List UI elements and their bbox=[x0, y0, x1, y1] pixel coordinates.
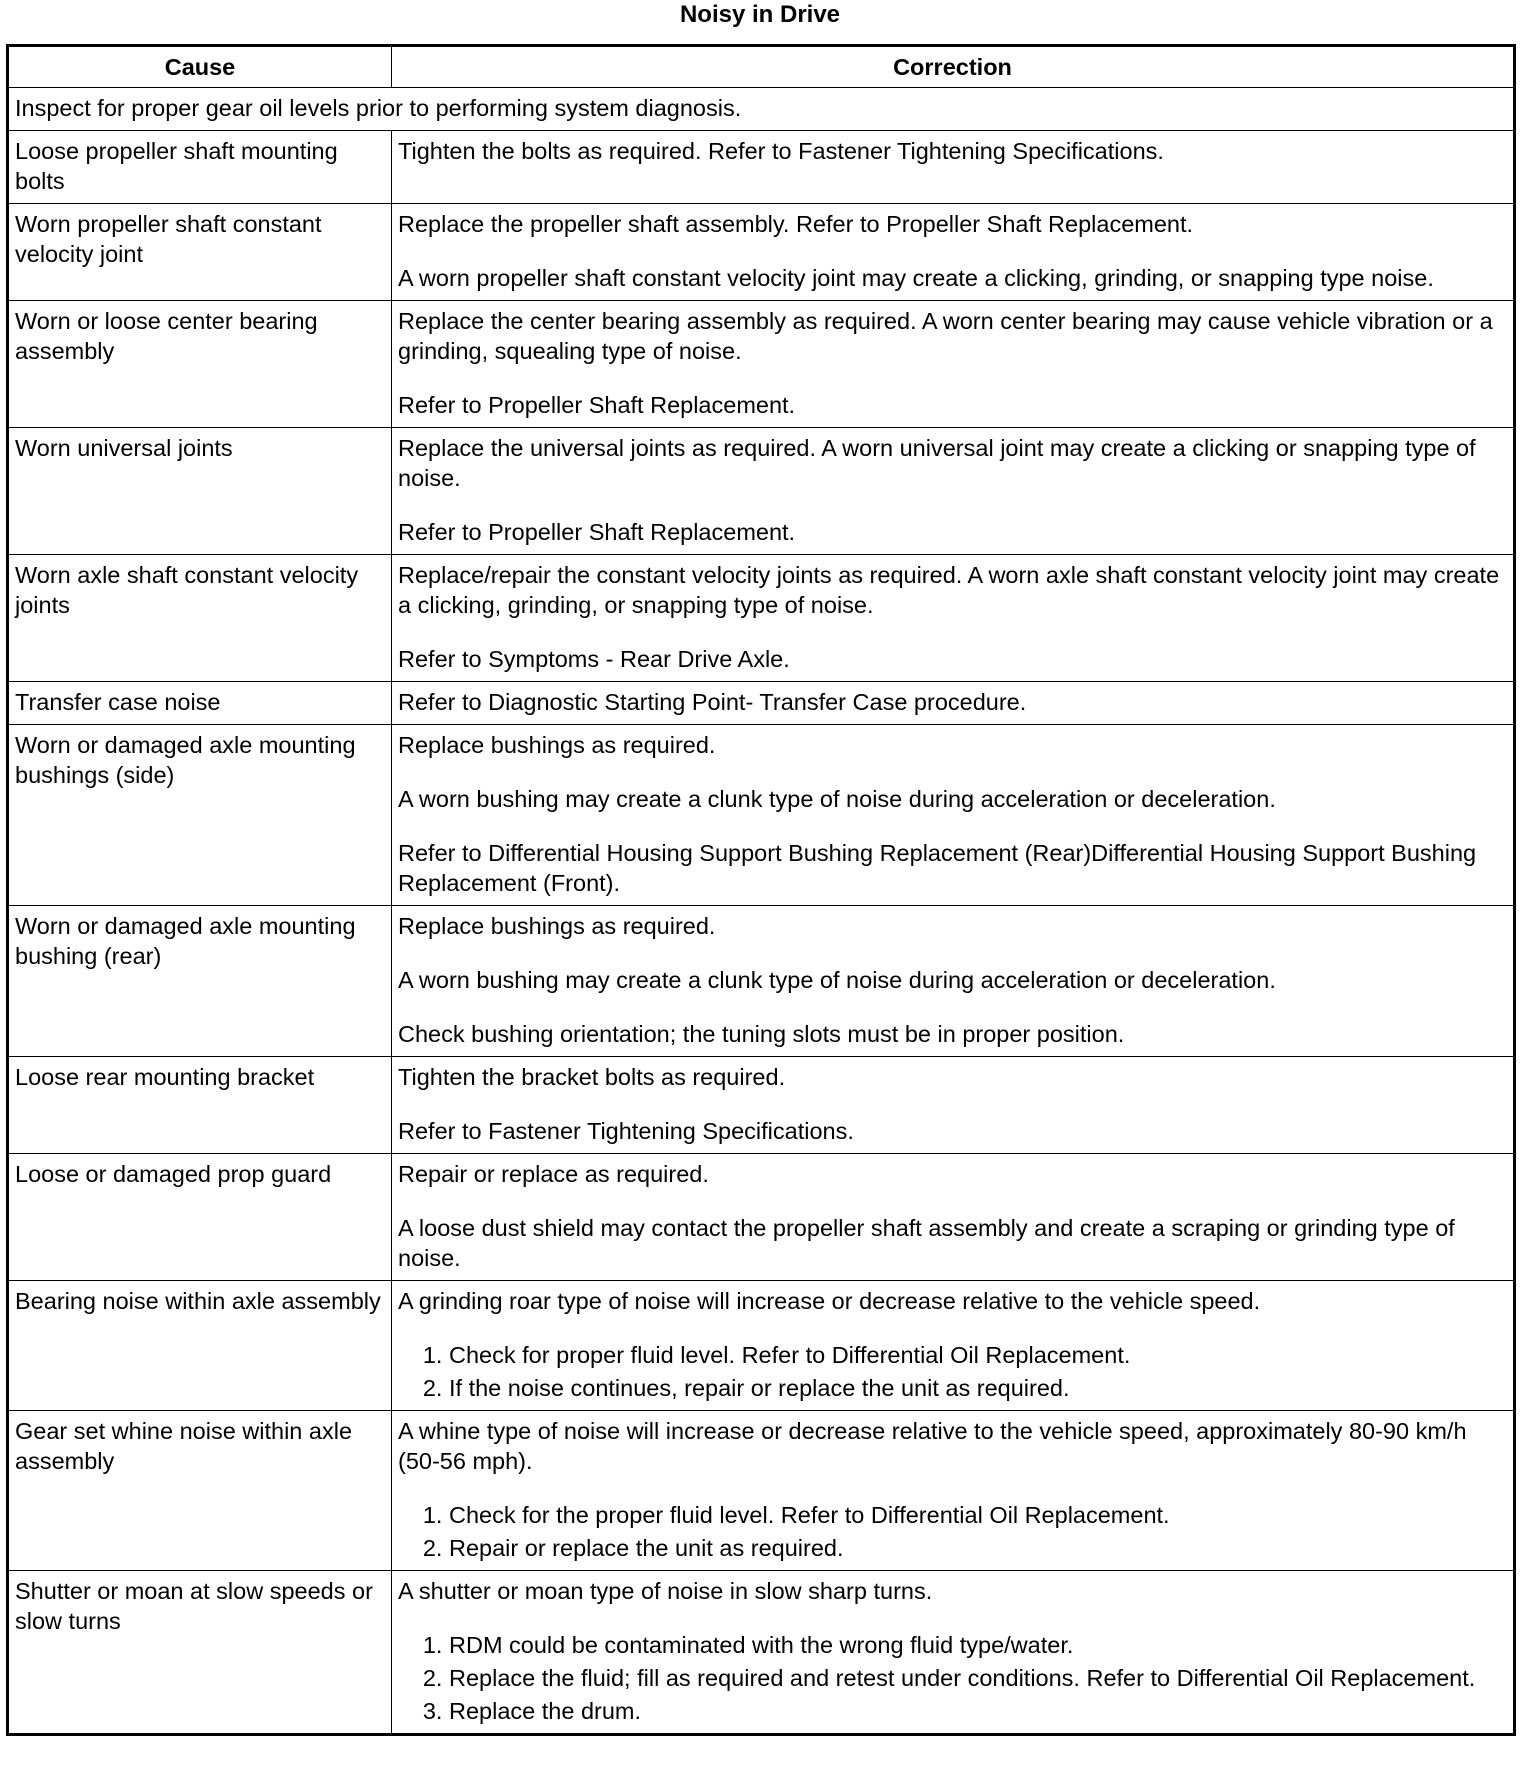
cause-cell: Gear set whine noise within axle assembly bbox=[8, 1411, 392, 1571]
correction-paragraph: Replace bushings as required. bbox=[398, 732, 716, 758]
column-header-cause: Cause bbox=[8, 46, 392, 88]
correction-cell bbox=[392, 301, 1515, 428]
cause-cell: Transfer case noise bbox=[8, 682, 392, 725]
correction-cell bbox=[392, 1154, 1515, 1281]
correction-paragraph: Refer to Propeller Shaft Replacement. bbox=[398, 519, 796, 545]
correction-paragraph: Replace bushings as required. bbox=[398, 913, 716, 939]
correction-cell bbox=[392, 1411, 1515, 1571]
correction-cell bbox=[392, 428, 1515, 555]
cause-cell: Loose rear mounting bracket bbox=[8, 1057, 392, 1154]
step-item: 2. Replace the fluid; fill as required and retest under conditions. Refer to Differential Oil Replacement. bbox=[449, 1663, 1507, 1693]
step-item: 3. Replace the drum. bbox=[449, 1696, 1507, 1726]
correction-paragraph: A whine type of noise will increase or decrease relative to the vehicle speed, approximately 80-90 km/h (50-56 mph). bbox=[398, 1418, 1467, 1474]
table-body bbox=[8, 88, 1515, 1735]
cause-cell: Worn or loose center bearing assembly bbox=[8, 301, 392, 428]
correction-cell bbox=[392, 1057, 1515, 1154]
cause-cell: Loose propeller shaft mounting bolts bbox=[8, 131, 392, 204]
correction-paragraph: Refer to Propeller Shaft Replacement. bbox=[398, 392, 796, 418]
steps-list bbox=[398, 1630, 1507, 1726]
cause-cell: Worn propeller shaft constant velocity joint bbox=[8, 204, 392, 301]
cause-cell: Worn universal joints bbox=[8, 428, 392, 555]
table-row bbox=[8, 555, 1515, 682]
correction-paragraph: Refer to Symptoms - Rear Drive Axle. bbox=[398, 646, 790, 672]
step-item: 1. Check for the proper fluid level. Refer to Differential Oil Replacement. bbox=[449, 1500, 1507, 1530]
step-item: 1. RDM could be contaminated with the wrong fluid type/water. bbox=[449, 1630, 1507, 1660]
correction-cell bbox=[392, 906, 1515, 1057]
correction-cell bbox=[392, 555, 1515, 682]
correction-cell bbox=[392, 725, 1515, 906]
correction-cell bbox=[392, 1571, 1515, 1735]
correction-paragraph: Refer to Diagnostic Starting Point- Transfer Case procedure. bbox=[398, 689, 1027, 715]
table-row bbox=[8, 301, 1515, 428]
correction-paragraph: A grinding roar type of noise will increase or decrease relative to the vehicle speed. bbox=[398, 1288, 1261, 1314]
table-row bbox=[8, 682, 1515, 725]
correction-cell bbox=[392, 682, 1515, 725]
steps-list bbox=[398, 1500, 1507, 1563]
correction-paragraph: Replace/repair the constant velocity joints as required. A worn axle shaft constant velocity joint may create a clicking, grinding, or snapping type of noise. bbox=[398, 562, 1500, 618]
step-item: 1. Check for proper fluid level. Refer to Differential Oil Replacement. bbox=[449, 1340, 1507, 1370]
correction-cell bbox=[392, 204, 1515, 301]
correction-cell bbox=[392, 131, 1515, 204]
cause-cell: Worn axle shaft constant velocity joints bbox=[8, 555, 392, 682]
step-item: 2. If the noise continues, repair or replace the unit as required. bbox=[449, 1373, 1507, 1403]
correction-paragraph: A shutter or moan type of noise in slow sharp turns. bbox=[398, 1578, 933, 1604]
correction-paragraph: Replace the universal joints as required. A worn universal joint may create a clicking or snapping type of noise. bbox=[398, 435, 1476, 491]
note-cell: Inspect for proper gear oil levels prior to performing system diagnosis. bbox=[8, 88, 1515, 131]
table-row bbox=[8, 204, 1515, 301]
correction-paragraph: A worn bushing may create a clunk type of noise during acceleration or deceleration. bbox=[398, 786, 1276, 812]
table-row bbox=[8, 1411, 1515, 1571]
table-row bbox=[8, 1057, 1515, 1154]
table-row bbox=[8, 1154, 1515, 1281]
cause-cell: Bearing noise within axle assembly bbox=[8, 1281, 392, 1411]
correction-paragraph: Tighten the bracket bolts as required. bbox=[398, 1064, 786, 1090]
cause-cell: Worn or damaged axle mounting bushing (rear) bbox=[8, 906, 392, 1057]
diagnosis-table bbox=[6, 44, 1516, 1736]
correction-paragraph: Replace the propeller shaft assembly. Refer to Propeller Shaft Replacement. bbox=[398, 211, 1194, 237]
step-item: 2. Repair or replace the unit as required. bbox=[449, 1533, 1507, 1563]
table-row bbox=[8, 1571, 1515, 1735]
steps-list bbox=[398, 1340, 1507, 1403]
correction-paragraph: A worn bushing may create a clunk type of noise during acceleration or deceleration. bbox=[398, 967, 1276, 993]
table-row bbox=[8, 906, 1515, 1057]
table-row bbox=[8, 428, 1515, 555]
column-header-correction: Correction bbox=[392, 46, 1515, 88]
header-row bbox=[8, 46, 1515, 88]
correction-paragraph: Refer to Fastener Tightening Specifications. bbox=[398, 1118, 854, 1144]
note-row bbox=[8, 88, 1515, 131]
correction-paragraph: Repair or replace as required. bbox=[398, 1161, 709, 1187]
page-title: Noisy in Drive bbox=[679, 1, 841, 28]
cause-cell: Shutter or moan at slow speeds or slow turns bbox=[8, 1571, 392, 1735]
correction-paragraph: A worn propeller shaft constant velocity joint may create a clicking, grinding, or snapping type noise. bbox=[398, 265, 1434, 291]
cause-cell: Worn or damaged axle mounting bushings (side) bbox=[8, 725, 392, 906]
table-row bbox=[8, 1281, 1515, 1411]
table-row bbox=[8, 725, 1515, 906]
cause-cell: Loose or damaged prop guard bbox=[8, 1154, 392, 1281]
correction-paragraph: A loose dust shield may contact the propeller shaft assembly and create a scraping or grinding type of noise. bbox=[398, 1215, 1455, 1271]
correction-paragraph: Refer to Differential Housing Support Bushing Replacement (Rear)Differential Housing Support Bushing Replacement (Front). bbox=[398, 840, 1477, 896]
correction-paragraph: Check bushing orientation; the tuning slots must be in proper position. bbox=[398, 1021, 1125, 1047]
correction-paragraph: Tighten the bolts as required. Refer to Fastener Tightening Specifications. bbox=[398, 138, 1164, 164]
table-row bbox=[8, 131, 1515, 204]
correction-paragraph: Replace the center bearing assembly as required. A worn center bearing may cause vehicle vibration or a grinding, squealing type of noise. bbox=[398, 308, 1493, 364]
correction-cell bbox=[392, 1281, 1515, 1411]
